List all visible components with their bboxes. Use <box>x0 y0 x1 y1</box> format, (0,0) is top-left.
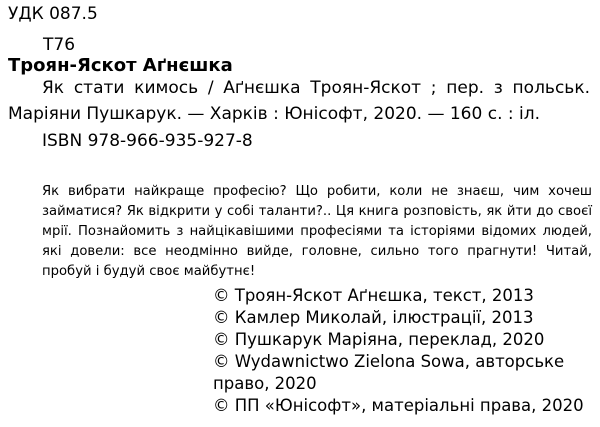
copyright-line: © Wydawnictwo Zielona Sowa, авторське право, 2020 <box>213 352 565 393</box>
copyright-line: © Пушкарук Маріяна, переклад, 2020 <box>213 330 545 349</box>
bibliographic-line-2: Маріяни Пушкарук. — Харків : Юнісофт, 2020. — 160 с. : іл. <box>8 104 540 124</box>
copyright-line: © ПП «Юнісофт», матеріальні права, 2020 <box>213 396 584 415</box>
annotation-text: Як вибрати найкраще професію? Що робити, коли не знаєш, чим хочеш займатися? Як відкрити у собі таланти?.. Ця книга розповість, як йти до своєї мрії. Познайомить з найцікавішими професіями та історіями відомих людей, які довели: все неодмінно вийде, головне, сильно того прагнути! Читай, пробуй і будуй своє майбутнє! <box>42 184 592 279</box>
isbn: ISBN 978-966-935-927-8 <box>42 131 253 151</box>
author-heading: Троян-Яскот Аґнєшка <box>8 55 233 76</box>
copyright-line: © Троян-Яскот Аґнєшка, текст, 2013 <box>213 286 534 305</box>
author-mark: Т76 <box>43 35 76 55</box>
udk-code: УДК 087.5 <box>8 4 98 24</box>
copyright-line: © Камлер Миколай, ілюстрації, 2013 <box>213 308 534 327</box>
copyright-block <box>213 285 593 417</box>
bibliographic-line-1: Як стати кимось / Аґнєшка Троян-Яскот ; пер. з польськ. <box>42 78 590 98</box>
